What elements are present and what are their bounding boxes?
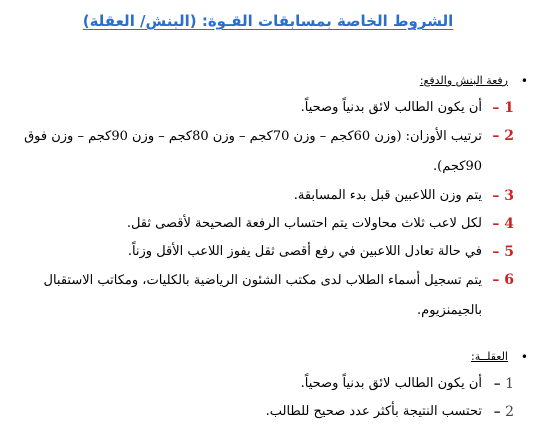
item-number: 3 –	[492, 188, 514, 204]
list-item	[14, 238, 528, 266]
list-item	[14, 210, 528, 238]
list-item	[14, 398, 528, 426]
section-heading-label: العقلــة:	[471, 350, 508, 363]
item-text: أن يكون الطالب لائق بدنياً وصحياً.	[300, 100, 482, 115]
list-item	[14, 370, 528, 398]
list-item	[14, 266, 528, 326]
list-item	[14, 94, 528, 122]
section-heading-label: رفعة البنش والدفع:	[419, 74, 508, 87]
section-heading	[14, 348, 528, 366]
section-heading	[14, 72, 528, 90]
list-item	[14, 182, 528, 210]
item-number: 2 –	[492, 128, 514, 144]
bullet-icon: •	[520, 74, 528, 88]
list-item	[14, 122, 528, 182]
section-pull-up	[14, 348, 528, 426]
item-text: أن يكون الطالب لائق بدنياً وصحياً.	[300, 376, 482, 391]
item-text: تحتسب النتيجة بأكثر عدد صحيح للطالب.	[265, 404, 482, 419]
section-bench-press	[14, 72, 528, 326]
bullet-icon: •	[520, 350, 528, 364]
item-text: لكل لاعب ثلاث محاولات يتم احتساب الرفعة الصحيحة لأقصى ثقل.	[126, 216, 482, 231]
item-text: يتم وزن اللاعبين قبل بدء المسابقة.	[293, 188, 482, 203]
item-number: 2 –	[493, 404, 514, 420]
item-number: 4 –	[492, 216, 514, 232]
item-text: يتم تسجيل أسماء الطلاب لدى مكتب الشئون الرياضية بالكليات، ومكاتب الاستقبال بالجيمنزيوم.	[43, 273, 482, 318]
item-text: في حالة تعادل اللاعبين في رفع أقصى ثقل يفوز اللاعب الأقل وزناً.	[127, 244, 482, 259]
item-number: 5 –	[492, 244, 514, 260]
item-text: ترتيب الأوزان: (وزن 60كجم – وزن 70كجم – وزن 80كجم – وزن 90كجم – وزن فوق 90كجم).	[24, 129, 482, 174]
item-number: 1 –	[492, 100, 514, 116]
item-number: 6 –	[492, 272, 514, 288]
document-title: الشروط الخاصة بمسابقات القـوة: (البنش/ العقلة)	[82, 12, 454, 30]
item-number: 1 –	[493, 376, 514, 392]
